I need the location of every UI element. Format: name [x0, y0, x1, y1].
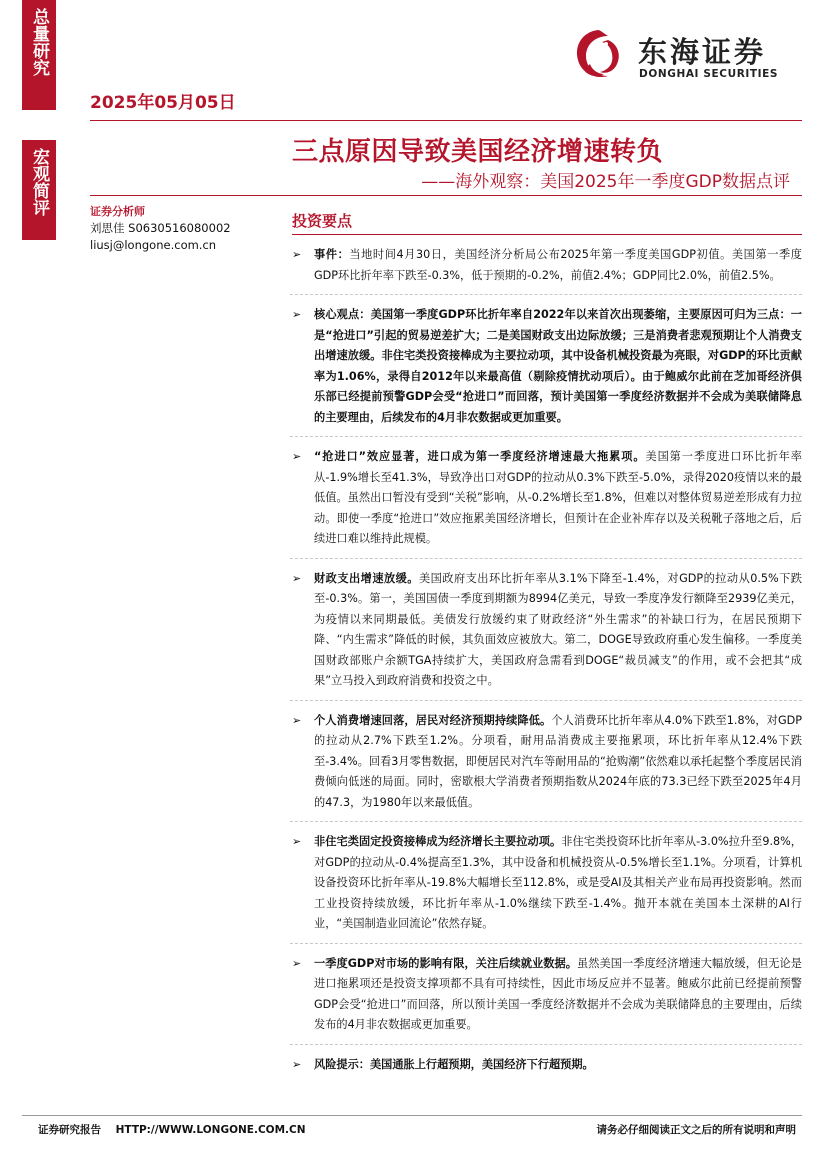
section-divider: [292, 234, 802, 235]
key-point-heading: 一季度GDP对市场的影响有限，关注后续就业数据。: [314, 956, 578, 970]
key-point-text: 当地时间4月30日，美国经济分析局公布2025年第一季度美国GDP初值。美国第一季度GDP环比折年率下跌至-0.3%，低于预期的-0.2%，前值2.4%；GDP同比2.0%，前值2.5%。: [314, 248, 802, 282]
key-point-risk: [290, 1055, 802, 1076]
divider: [290, 294, 802, 295]
side-tab-category: [22, 0, 56, 110]
chevron-right-icon: ➢: [292, 248, 302, 261]
side-tab-type-label: 宏观简评: [29, 148, 49, 216]
report-date: 2025年05月05日: [90, 93, 236, 113]
key-point-heading: “抢进口”效应显著，进口成为第一季度经济增速最大拖累项。: [314, 450, 646, 463]
divider: [290, 558, 802, 559]
key-point-heading: 非住宅类固定投资接棒成为经济增长主要拉动项。: [314, 835, 562, 848]
divider: [290, 700, 802, 701]
key-point-text: 个人消费环比折年率从4.0%下跌至1.8%，对GDP的拉动从2.7%下跌至1.2%。分项看，耐用品消费成主要拖累项，环比折年率从12.4%下跌至-3.4%。回看3月零售数据，即便居民对汽车等耐用品的“抢购潮”依然难以承托起整个季度居民消费倾向低迷的局面。同时，密歇根大学消费者预期指数从2024年底的73.3已经下跌至2025年4月的47.3，为1980年以来最低值。: [314, 713, 802, 809]
analyst-name: 刘思佳 S0630516080002: [90, 221, 231, 235]
chevron-right-icon: ➢: [292, 571, 302, 585]
divider: [290, 943, 802, 944]
key-point-heading: 核心观点：美国第一季度GDP环比折年率自2022年以来首次出现萎缩，主要原因可归为三点：一是“抢进口”引起的贸易逆差扩大；二是美国财政支出边际放缓；三是消费者悲观预期让个人消费支出增速放缓。非住宅类投资接棒成为主要拉动项，其中设备机械投资最为亮眼，对GDP的环比贡献率为1.06%，录得自2012年以来最高值（剔除疫情扰动项后）。由于鲍威尔此前在芝加哥经济俱乐部已经提前预警GDP会受“抢进口”而回落，预计美国第一季度经济数据并不会成为美联储降息的主要理由，后续发布的4月非农数据或更加重要。: [314, 308, 802, 424]
key-points-list: [290, 245, 802, 1075]
footer-divider: [22, 1115, 802, 1116]
key-point-core-view: [290, 305, 802, 428]
key-point-investment: [290, 832, 802, 935]
chevron-right-icon: ➢: [292, 713, 302, 727]
divider: [290, 436, 802, 437]
analyst-email: liusj@longone.com.cn: [90, 238, 217, 252]
title-divider-bottom: [90, 195, 802, 196]
chevron-right-icon: ➢: [292, 450, 302, 463]
key-point-fiscal: [290, 569, 802, 692]
analyst-label: 证券分析师: [90, 205, 145, 218]
key-point-heading: 个人消费增速回落，居民对经济预期持续降低。: [314, 713, 552, 727]
footer-website: 证券研究报告 HTTP://WWW.LONGONE.COM.CN: [38, 1124, 306, 1136]
footer-disclaimer: 请务必仔细阅读正文之后的所有说明和声明: [596, 1124, 796, 1136]
key-point-text: 美国政府支出环比折年率从3.1%下降至-1.4%，对GDP的拉动从0.5%下跌至-0.3%。第一，美国国债一季度到期额为8994亿美元，导致一季度净发行额降至2939亿美元，为疫情以来同期最低。美债发行放缓约束了财政经济“外生需求”的补缺口行为，在居民预期下降、“内生需求”降低的时候，其负面效应被放大。第二，DOGE导致政府重心发生偏移。一季度美国财政部账户余额TGA持续扩大，美国政府急需看到DOGE“裁员减支”的作用，或不会把其“成果”立马投入到政府消费和投资之中。: [314, 571, 802, 687]
report-title: 三点原因导致美国经济增速转负: [292, 137, 664, 167]
key-point-consumption: [290, 711, 802, 814]
donghai-logo-icon: [568, 24, 630, 86]
report-subtitle: ——海外观察：美国2025年一季度GDP数据点评: [421, 172, 790, 192]
key-point-heading: 财政支出增速放缓。: [314, 571, 419, 585]
key-point-text: 美国第一季度进口环比折年率从-1.9%增长至41.3%，导致净出口对GDP的拉动从0.3%下跌至-5.0%，录得2020疫情以来的最低值。虽然出口暂没有受到“关税”影响，从-0.2%增长至1.8%，但难以对整体贸易逆差形成有力拉动。即使一季度“抢进口”效应拖累美国经济增长，但预计在企业补库存以及关税靴子落地之后，后续进口难以维持此规模。: [314, 450, 802, 545]
section-title: 投资要点: [292, 212, 353, 230]
chevron-right-icon: ➢: [292, 835, 302, 848]
key-point-imports: [290, 447, 802, 550]
divider: [290, 1044, 802, 1045]
side-tab-category-label: 总量研究: [29, 8, 49, 76]
logo-chinese-name: 东海证券: [638, 35, 767, 69]
key-point-event: [290, 245, 802, 286]
key-point-heading: 风险提示：美国通胀上行超预期，美国经济下行超预期。: [314, 1057, 594, 1071]
title-divider-top: [90, 120, 802, 121]
chevron-right-icon: ➢: [292, 1057, 302, 1071]
chevron-right-icon: ➢: [292, 308, 302, 321]
chevron-right-icon: ➢: [292, 956, 302, 970]
key-point-text: 非住宅类投资环比折年率从-3.0%拉升至9.8%，对GDP的拉动从-0.4%提高至1.3%，其中设备和机械投资从-0.5%增长至1.1%。分项看，计算机设备投资环比折年率从-19.8%大幅增长至112.8%，或是受AI及其相关产业布局再投资影响。然而工业投资持续放缓，环比折年率从-1.0%继续下跌至-1.4%。抛开本就在美国本土深耕的AI行业，“美国制造业回流论”依然存疑。: [314, 835, 802, 930]
logo-english-name: DONGHAI SECURITIES: [639, 68, 779, 80]
side-tab-type: [22, 140, 56, 240]
divider: [290, 821, 802, 822]
key-point-text: 虽然美国一季度经济增速大幅放缓，但无论是进口拖累项还是投资支撑项都不具有可持续性，因此市场反应并不显著。鲍威尔此前已经提前预警GDP会受“抢进口”而回落，所以预计美国一季度经济数据并不会成为美联储降息的主要理由，后续发布的4月非农数据或更加重要。: [314, 956, 802, 1031]
key-point-market: [290, 954, 802, 1036]
key-point-heading: 事件：: [314, 248, 350, 261]
brand-logo: [568, 24, 798, 90]
